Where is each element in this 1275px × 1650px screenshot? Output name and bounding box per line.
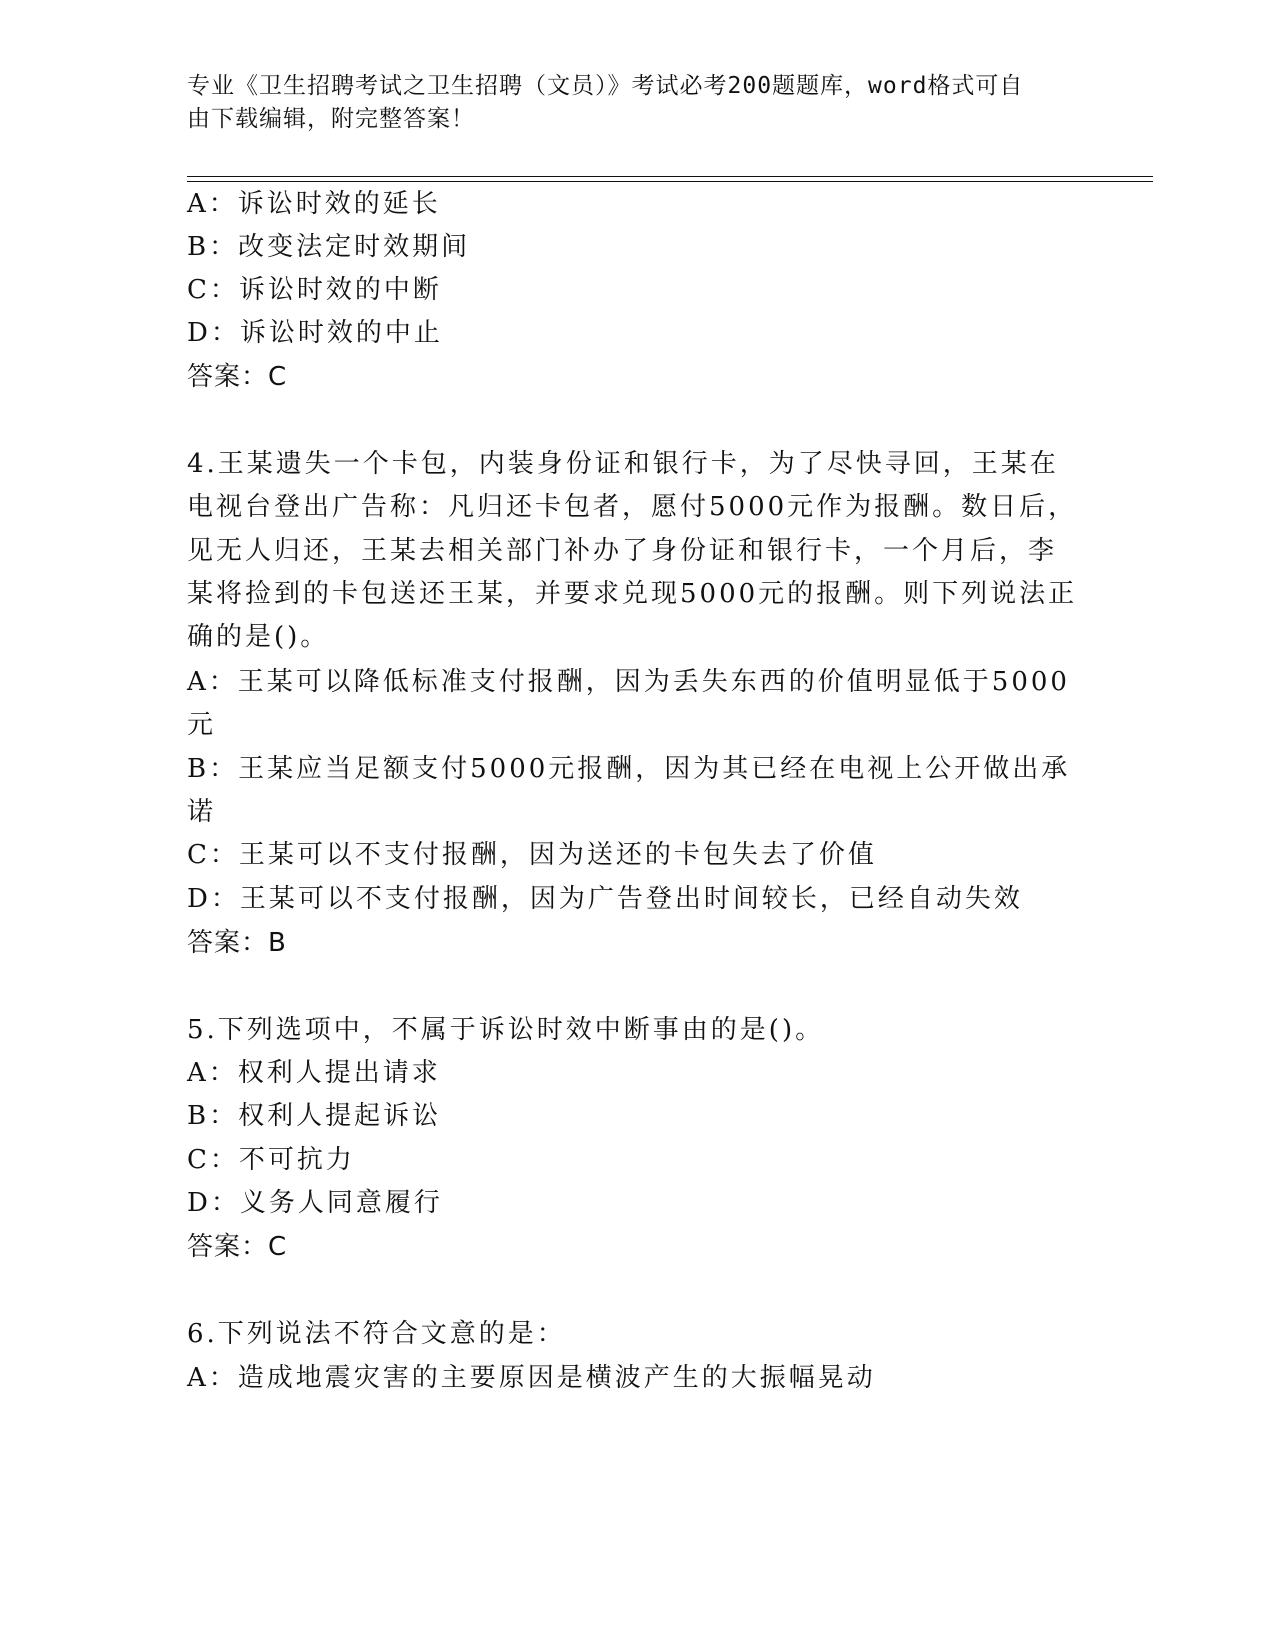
q5-option-d: D：义务人同意履行 (187, 1188, 443, 1218)
q3-option-a: A：诉讼时效的延长 (187, 189, 441, 219)
q3-option-b: B：改变法定时效期间 (187, 232, 471, 262)
q3-option-c: C：诉讼时效的中断 (187, 275, 442, 305)
header-divider-top (187, 176, 1153, 177)
q6-stem: 6.下列说法不符合文意的是： (187, 1319, 566, 1349)
header-line-2: 由下载编辑，附完整答案！ (187, 106, 475, 132)
q4-option-b-line-1: B：王某应当足额支付5000元报酬，因为其已经在电视上公开做出承 (187, 754, 1071, 784)
q4-stem-line-3: 见无人归还，王某去相关部门补办了身份证和银行卡，一个月后，李 (187, 536, 1058, 566)
q4-stem-line-2: 电视台登出广告称：凡归还卡包者，愿付5000元作为报酬。数日后， (187, 492, 1078, 522)
q4-option-b-line-2: 诺 (187, 797, 217, 827)
header-line-1: 专业《卫生招聘考试之卫生招聘（文员）》考试必考200题题库，word格式可自 (187, 73, 1024, 99)
q5-option-a: A：权利人提出请求 (187, 1058, 441, 1088)
q5-stem: 5.下列选项中，不属于诉讼时效中断事由的是()。 (187, 1015, 825, 1045)
q3-answer: 答案：C (187, 362, 288, 392)
q4-stem-line-5: 确的是()。 (187, 622, 330, 652)
q4-option-c: C：王某可以不支付报酬，因为送还的卡包失去了价值 (187, 840, 877, 870)
q4-option-d: D：王某可以不支付报酬，因为广告登出时间较长，已经自动失效 (187, 884, 1023, 914)
q5-option-c: C：不可抗力 (187, 1145, 355, 1175)
q4-option-a-line-1: A：王某可以降低标准支付报酬，因为丢失东西的价值明显低于5000 (187, 667, 1070, 697)
q4-option-a-line-2: 元 (187, 710, 217, 740)
q5-answer: 答案：C (187, 1232, 288, 1262)
q5-option-b: B：权利人提起诉讼 (187, 1101, 442, 1131)
document-header (187, 70, 1067, 136)
header-divider-bottom (187, 181, 1153, 182)
q3-option-d: D：诉讼时效的中止 (187, 318, 443, 348)
q6-option-a: A：造成地震灾害的主要原因是横波产生的大振幅晃动 (187, 1363, 876, 1393)
q4-stem-line-4: 某将捡到的卡包送还王某，并要求兑现5000元的报酬。则下列说法正 (187, 579, 1078, 609)
q4-stem-line-1: 4.王某遗失一个卡包，内装身份证和银行卡，为了尽快寻回，王某在 (187, 449, 1059, 479)
q4-answer: 答案：B (187, 928, 287, 958)
